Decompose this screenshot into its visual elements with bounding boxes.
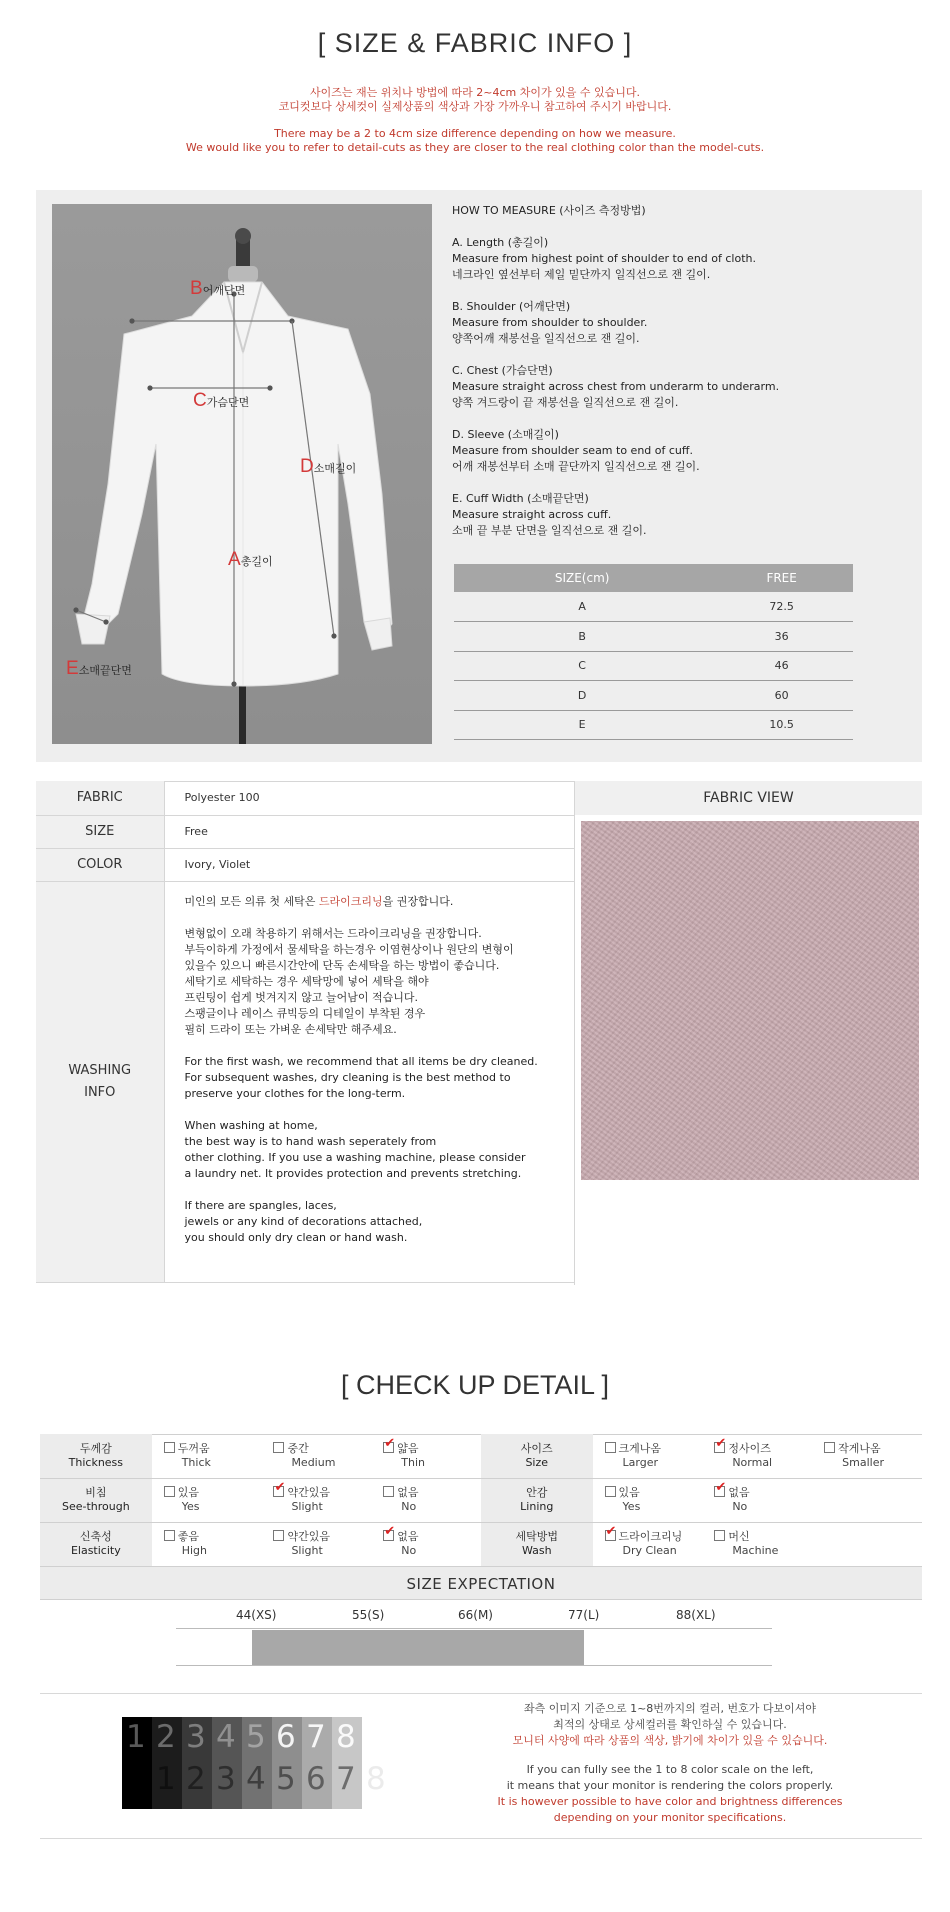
how-to-item bbox=[452, 235, 872, 283]
how-to-head: A. Length (총길이) bbox=[452, 236, 549, 249]
checkbox-checked[interactable] bbox=[383, 1530, 394, 1541]
wash-intro bbox=[185, 894, 565, 910]
attr-ko: 안감 bbox=[526, 1486, 548, 1499]
option-en: Smaller bbox=[842, 1455, 884, 1469]
grey-number: 6 bbox=[306, 1761, 326, 1797]
option-smaller[interactable] bbox=[812, 1434, 922, 1478]
how-to-ko: 어깨 재봉선부터 소매 끝단까지 일직선으로 잰 길이. bbox=[452, 460, 700, 473]
checkbox[interactable] bbox=[164, 1442, 175, 1453]
how-to-ko: 소매 끝 부분 단면을 일직선으로 잰 길이. bbox=[452, 524, 647, 537]
option-yes[interactable] bbox=[593, 1478, 703, 1522]
option-ko: 없음 bbox=[397, 1486, 419, 1499]
option-machine[interactable] bbox=[702, 1522, 812, 1566]
attr-ko: 세탁방법 bbox=[515, 1530, 558, 1543]
size-scale-label: 44(XS) bbox=[236, 1608, 277, 1622]
how-to-head: E. Cuff Width (소매끝단면) bbox=[452, 492, 589, 505]
measure-label-e bbox=[66, 658, 132, 680]
checkbox[interactable] bbox=[714, 1530, 725, 1541]
empty-cell bbox=[812, 1478, 922, 1522]
grey-swatch bbox=[122, 1717, 152, 1809]
fabric-table bbox=[36, 781, 574, 1283]
measure-label-b bbox=[190, 278, 245, 300]
check-up-title: [ CHECK UP DETAIL ] bbox=[340, 1370, 610, 1400]
how-to-item bbox=[452, 427, 872, 475]
wash-line: 있을수 있으니 빠른시간안에 단독 손세탁을 하는 방법이 좋습니다. bbox=[184, 958, 500, 972]
option-thick[interactable] bbox=[152, 1434, 262, 1478]
table-row bbox=[454, 651, 853, 681]
wash-line: 세탁기로 세탁하는 경우 세탁망에 넣어 세탁을 해야 bbox=[184, 974, 429, 988]
size-table bbox=[454, 564, 853, 740]
grey-number: 7 bbox=[336, 1761, 356, 1797]
attr-see-through bbox=[40, 1478, 152, 1522]
note-line: 사이즈는 재는 위치나 방법에 따라 2~4cm 차이가 있을 수 있습니다. bbox=[310, 86, 640, 99]
option-en: No bbox=[401, 1544, 417, 1557]
option-thin[interactable] bbox=[371, 1434, 481, 1478]
wash-line: When washing at home, bbox=[184, 1118, 318, 1132]
option-no[interactable] bbox=[371, 1478, 481, 1522]
size-note-en bbox=[0, 127, 950, 155]
size-scale-label: 55(S) bbox=[352, 1608, 385, 1622]
table-row bbox=[36, 848, 574, 881]
option-ko: 정사이즈 bbox=[728, 1441, 771, 1455]
size-cell: A bbox=[454, 592, 710, 622]
option-en: Medium bbox=[291, 1455, 336, 1469]
grey-number: 4 bbox=[246, 1761, 266, 1797]
option-ko: 좋음 bbox=[177, 1530, 199, 1543]
option-ko: 중간 bbox=[287, 1441, 309, 1455]
grey-number: 1 bbox=[126, 1719, 146, 1755]
grey-number: 5 bbox=[276, 1761, 296, 1797]
option-ko: 있음 bbox=[618, 1486, 640, 1499]
grey-number: 6 bbox=[276, 1719, 296, 1755]
table-row bbox=[40, 1522, 922, 1566]
grey-number: 5 bbox=[246, 1719, 266, 1755]
option-ko: 없음 bbox=[397, 1530, 419, 1543]
grey-swatch bbox=[362, 1717, 392, 1809]
checkbox[interactable] bbox=[824, 1442, 835, 1453]
table-row bbox=[454, 592, 853, 622]
wash-line: you should only dry clean or hand wash. bbox=[184, 1230, 408, 1244]
wash-en-1 bbox=[185, 1054, 565, 1102]
measure-text: 어깨단면 bbox=[202, 284, 246, 297]
attr-ko: 두께감 bbox=[79, 1441, 112, 1455]
option-ko: 두꺼움 bbox=[177, 1441, 210, 1455]
washing-label: WASHING bbox=[68, 1062, 132, 1078]
grey-swatch bbox=[152, 1717, 182, 1809]
option-ko: 얇음 bbox=[397, 1441, 419, 1455]
wash-line: the best way is to hand wash seperately from bbox=[184, 1134, 437, 1148]
wash-line: other clothing. If you use a washing machine, please consider bbox=[184, 1150, 526, 1164]
grey-number: 3 bbox=[216, 1761, 236, 1797]
checkbox[interactable] bbox=[273, 1530, 284, 1541]
color-scale bbox=[122, 1717, 392, 1809]
attr-en: Thickness bbox=[68, 1455, 124, 1469]
size-cell: 36 bbox=[710, 622, 853, 652]
size-cell: E bbox=[454, 710, 710, 740]
option-ko: 작게나옴 bbox=[838, 1441, 881, 1455]
how-to-head: B. Shoulder (어깨단면) bbox=[452, 300, 571, 313]
checkbox-checked[interactable] bbox=[273, 1486, 284, 1497]
washing-info-label bbox=[36, 881, 164, 1282]
option-en: Thick bbox=[181, 1455, 211, 1469]
option-en: No bbox=[732, 1500, 748, 1513]
size-scale-fill bbox=[252, 1630, 584, 1665]
table-row bbox=[36, 815, 574, 848]
how-to-en: Measure from shoulder to shoulder. bbox=[452, 316, 648, 329]
checkbox[interactable] bbox=[273, 1442, 284, 1453]
checkbox[interactable] bbox=[605, 1486, 616, 1497]
how-to-measure bbox=[452, 203, 872, 555]
size-cell: 10.5 bbox=[710, 710, 853, 740]
measure-letter: E bbox=[66, 658, 79, 679]
size-label: SIZE bbox=[36, 815, 164, 848]
fabric-value: Polyester 100 bbox=[164, 781, 574, 815]
how-to-ko: 양쪽어깨 재봉선을 일직선으로 잰 길이. bbox=[452, 332, 640, 345]
attr-en: Size bbox=[525, 1455, 549, 1469]
size-scale-label: 88(XL) bbox=[676, 1608, 716, 1622]
grey-number: 3 bbox=[186, 1719, 206, 1755]
checkbox-checked[interactable] bbox=[714, 1486, 725, 1497]
size-cell: B bbox=[454, 622, 710, 652]
measure-text: 소매끝단면 bbox=[78, 664, 132, 677]
grey-number: 8 bbox=[336, 1719, 356, 1755]
attr-en: Elasticity bbox=[70, 1544, 121, 1557]
table-row bbox=[36, 881, 574, 1282]
size-value: Free bbox=[164, 815, 574, 848]
size-expectation-title: SIZE EXPECTATION bbox=[40, 1566, 922, 1600]
option-en: Slight bbox=[291, 1500, 323, 1513]
option-slight[interactable] bbox=[261, 1522, 371, 1566]
fabric-swatch bbox=[581, 821, 919, 1180]
option-en: Yes bbox=[181, 1500, 200, 1513]
grey-swatch bbox=[272, 1717, 302, 1809]
fabric-view-title: FABRIC VIEW bbox=[574, 781, 922, 815]
option-ko: 크게나옴 bbox=[618, 1441, 662, 1455]
size-scale-label: 66(M) bbox=[458, 1608, 493, 1622]
checkbox[interactable] bbox=[164, 1486, 175, 1497]
attr-en: Lining bbox=[520, 1500, 554, 1513]
wash-line: 부득이하게 가정에서 물세탁을 하는경우 이염현상이나 원단의 변형이 bbox=[184, 942, 514, 956]
measure-text: 가슴단면 bbox=[206, 396, 250, 409]
wash-line: For the first wash, we recommend that all items be dry cleaned. bbox=[184, 1054, 538, 1068]
grey-number: 7 bbox=[306, 1719, 326, 1755]
check-up-table bbox=[40, 1434, 922, 1567]
option-yes[interactable] bbox=[152, 1478, 262, 1522]
wash-ko bbox=[185, 926, 565, 1038]
table-row bbox=[40, 1478, 922, 1522]
option-ko: 약간있음 bbox=[287, 1486, 330, 1499]
how-to-en: Measure from shoulder seam to end of cuff. bbox=[452, 444, 693, 457]
how-to-ko: 양쪽 겨드랑이 끝 재봉선을 일직선으로 잰 길이. bbox=[452, 396, 679, 409]
monitor-note-en bbox=[470, 1762, 870, 1826]
size-header-cell: FREE bbox=[710, 564, 853, 592]
monitor-line-red: depending on your monitor specifications. bbox=[553, 1811, 787, 1824]
grey-swatch bbox=[302, 1717, 332, 1809]
size-cell: C bbox=[454, 651, 710, 681]
monitor-line-red: 모니터 사양에 따라 상품의 색상, 밝기에 차이가 있을 수 있습니다. bbox=[512, 1734, 828, 1747]
monitor-line-red: It is however possible to have color and brightness differences bbox=[497, 1795, 843, 1808]
checkbox-checked[interactable] bbox=[605, 1530, 616, 1541]
wash-line: 필히 드라이 또는 가벼운 손세탁만 해주세요. bbox=[184, 1022, 397, 1036]
wash-line: a laundry net. It provides protection and prevents stretching. bbox=[184, 1166, 522, 1180]
checkbox-checked[interactable] bbox=[714, 1442, 725, 1453]
option-dry-clean[interactable] bbox=[593, 1522, 703, 1566]
attr-en: Wash bbox=[521, 1544, 552, 1557]
monitor-note-ko bbox=[470, 1701, 870, 1749]
table-row bbox=[454, 710, 853, 740]
size-cell: 46 bbox=[710, 651, 853, 681]
divider bbox=[40, 1693, 922, 1694]
wash-intro-highlight: 드라이크리닝 bbox=[318, 894, 383, 908]
attr-size bbox=[481, 1434, 593, 1478]
option-en: No bbox=[401, 1500, 417, 1513]
grey-swatch bbox=[212, 1717, 242, 1809]
how-to-en: Measure straight across cuff. bbox=[452, 508, 612, 521]
how-to-head: D. Sleeve (소매길이) bbox=[452, 428, 559, 441]
wash-line: If there are spangles, laces, bbox=[184, 1198, 337, 1212]
note-line: We would like you to refer to detail-cuts as they are closer to the real clothing color than the model-cuts. bbox=[185, 141, 765, 154]
grey-swatch bbox=[182, 1717, 212, 1809]
size-header-cell: SIZE(cm) bbox=[454, 564, 710, 592]
how-to-title: HOW TO MEASURE (사이즈 측정방법) bbox=[452, 204, 646, 217]
option-slight[interactable] bbox=[261, 1478, 371, 1522]
wash-en-2 bbox=[185, 1118, 565, 1182]
option-en: Thin bbox=[401, 1455, 425, 1469]
grey-number: 4 bbox=[216, 1719, 236, 1755]
empty-cell bbox=[812, 1522, 922, 1566]
option-ko: 있음 bbox=[177, 1486, 199, 1499]
measure-letter: B bbox=[190, 278, 203, 299]
option-larger[interactable] bbox=[593, 1434, 703, 1478]
attr-wash bbox=[481, 1522, 593, 1566]
how-to-en: Measure from highest point of shoulder to end of cloth. bbox=[452, 252, 756, 265]
grey-swatch bbox=[242, 1717, 272, 1809]
size-note-ko bbox=[0, 86, 950, 114]
monitor-line: If you can fully see the 1 to 8 color scale on the left, bbox=[526, 1763, 814, 1776]
how-to-en: Measure straight across chest from underarm to underarm. bbox=[452, 380, 780, 393]
size-cell: 60 bbox=[710, 681, 853, 711]
option-en: Slight bbox=[291, 1544, 323, 1557]
monitor-line: 좌측 이미지 기준으로 1~8번까지의 컬러, 번호가 다보이셔야 bbox=[523, 1702, 817, 1715]
grey-number: 1 bbox=[156, 1761, 176, 1797]
table-row bbox=[36, 781, 574, 815]
note-line: 코디컷보다 상세컷이 실제상품의 색상과 가장 가까우니 참고하여 주시기 바랍니다. bbox=[278, 100, 672, 113]
checkbox[interactable] bbox=[383, 1486, 394, 1497]
attr-lining bbox=[481, 1478, 593, 1522]
option-en: Dry Clean bbox=[622, 1544, 677, 1557]
checkbox[interactable] bbox=[164, 1530, 175, 1541]
measure-text: 소매길이 bbox=[313, 462, 357, 475]
wash-line: 스팽글이나 레이스 큐빅등의 디테일이 부착된 경우 bbox=[184, 1006, 426, 1020]
checkbox-checked[interactable] bbox=[383, 1442, 394, 1453]
attr-ko: 사이즈 bbox=[520, 1441, 553, 1455]
attr-en: See-through bbox=[61, 1500, 130, 1513]
how-to-item bbox=[452, 491, 872, 539]
option-en: Normal bbox=[732, 1455, 773, 1469]
option-ko: 없음 bbox=[728, 1486, 750, 1499]
wash-line: For subsequent washes, dry cleaning is the best method to bbox=[184, 1070, 511, 1084]
measure-label-a bbox=[228, 549, 273, 571]
option-ko: 약간있음 bbox=[287, 1530, 330, 1543]
measure-label-c bbox=[193, 390, 249, 412]
size-cell: D bbox=[454, 681, 710, 711]
option-no[interactable] bbox=[371, 1522, 481, 1566]
how-to-ko: 네크라인 옆선부터 제일 밑단까지 일직선으로 잰 길이. bbox=[452, 268, 711, 281]
attr-ko: 비침 bbox=[85, 1486, 107, 1499]
note-line: There may be a 2 to 4cm size difference depending on how we measure. bbox=[274, 127, 676, 140]
wash-line: 프린팅이 쉽게 벗겨지지 않고 늘어남이 적습니다. bbox=[184, 990, 418, 1004]
option-normal[interactable] bbox=[702, 1434, 812, 1478]
measure-text: 총길이 bbox=[240, 555, 273, 568]
option-ko: 머신 bbox=[728, 1530, 750, 1543]
wash-line: 변형없이 오래 착용하기 위해서는 드라이크리닝을 권장합니다. bbox=[184, 926, 482, 940]
how-to-head: C. Chest (가슴단면) bbox=[452, 364, 553, 377]
divider bbox=[40, 1838, 922, 1839]
page-title: [ SIZE & FABRIC INFO ] bbox=[317, 28, 633, 58]
wash-en-3 bbox=[185, 1198, 565, 1246]
wash-line: jewels or any kind of decorations attached, bbox=[184, 1214, 423, 1228]
option-high[interactable] bbox=[152, 1522, 262, 1566]
grey-number: 8 bbox=[366, 1761, 386, 1797]
measure-letter: D bbox=[300, 456, 314, 477]
grey-number: 2 bbox=[156, 1719, 176, 1755]
option-en: High bbox=[181, 1544, 207, 1557]
size-scale-label: 77(L) bbox=[568, 1608, 600, 1622]
option-no[interactable] bbox=[702, 1478, 812, 1522]
fabric-label: FABRIC bbox=[36, 781, 164, 815]
wash-intro-text: 미인의 모든 의류 첫 세탁은 bbox=[184, 894, 319, 908]
table-row bbox=[454, 622, 853, 652]
color-value: Ivory, Violet bbox=[164, 848, 574, 881]
table-row bbox=[454, 681, 853, 711]
wash-line: preserve your clothes for the long-term. bbox=[184, 1086, 406, 1100]
option-medium[interactable] bbox=[261, 1434, 371, 1478]
measure-letter: A bbox=[228, 549, 241, 570]
monitor-line: 최적의 상태로 상세컬러를 확인하실 수 있습니다. bbox=[553, 1718, 787, 1731]
checkbox[interactable] bbox=[605, 1442, 616, 1453]
option-en: Yes bbox=[622, 1500, 641, 1513]
measure-label-d bbox=[300, 456, 356, 478]
option-ko: 드라이크리닝 bbox=[618, 1530, 683, 1543]
table-row bbox=[40, 1434, 922, 1478]
how-to-item bbox=[452, 363, 872, 411]
grey-number: 2 bbox=[186, 1761, 206, 1797]
attr-ko: 신축성 bbox=[79, 1530, 112, 1543]
option-en: Machine bbox=[732, 1544, 779, 1557]
monitor-line: it means that your monitor is rendering the colors properly. bbox=[506, 1779, 834, 1792]
attr-elasticity bbox=[40, 1522, 152, 1566]
washing-label: INFO bbox=[84, 1084, 116, 1100]
wash-intro-text: 을 권장합니다. bbox=[382, 894, 454, 908]
how-to-item bbox=[452, 299, 872, 347]
color-label: COLOR bbox=[36, 848, 164, 881]
size-table-header bbox=[454, 564, 853, 592]
attr-thickness bbox=[40, 1434, 152, 1478]
option-en: Larger bbox=[622, 1455, 659, 1469]
measure-letter: C bbox=[193, 390, 207, 411]
size-cell: 72.5 bbox=[710, 592, 853, 622]
washing-text bbox=[164, 881, 574, 1282]
grey-swatch bbox=[332, 1717, 362, 1809]
